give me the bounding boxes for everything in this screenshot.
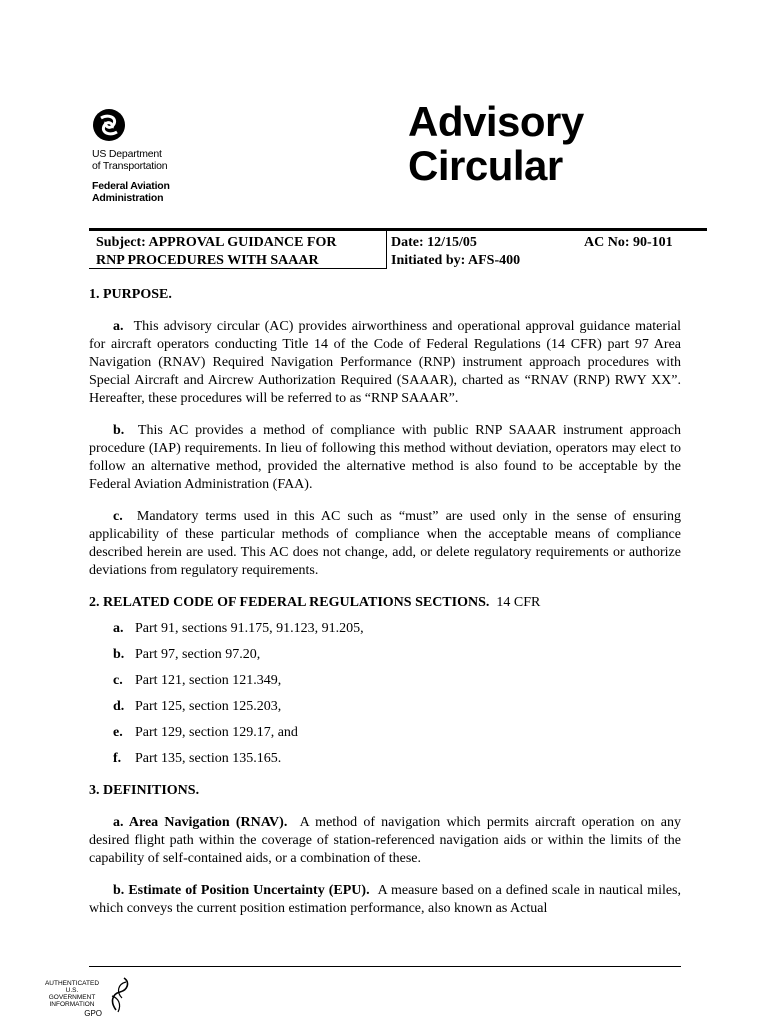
eagle-icon <box>104 976 132 1014</box>
list-item-text: Part 129, section 129.17, and <box>135 725 298 740</box>
document-body <box>89 286 681 932</box>
header-rule <box>89 228 707 231</box>
title-line1: Advisory <box>408 98 584 145</box>
section-definitions-heading: 3. DEFINITIONS. <box>89 783 200 798</box>
definition-term: b. Estimate of Position Uncertainty (EPU). <box>113 883 370 898</box>
cfr-heading-tail: 14 CFR <box>496 595 541 610</box>
para-label: a. <box>113 319 124 334</box>
initiated-line: Initiated by: AFS-400 <box>391 253 521 268</box>
header-divider <box>386 231 387 269</box>
dept-line2: of Transportation <box>92 160 168 172</box>
purpose-para-c <box>89 508 681 580</box>
list-item <box>113 620 681 638</box>
list-item <box>113 698 681 716</box>
list-item-label: b. <box>113 647 125 662</box>
date-block <box>391 234 581 270</box>
cfr-list <box>113 620 681 768</box>
gpo-seal-text <box>42 980 102 1017</box>
subject-underline <box>89 268 387 269</box>
purpose-para-b <box>89 422 681 494</box>
cfr-heading-text: 2. RELATED CODE OF FEDERAL REGULATIONS SECTIONS. <box>89 595 490 610</box>
ac-number: AC No: 90-101 <box>584 235 673 250</box>
list-item-text: Part 91, sections 91.175, 91.123, 91.205, <box>135 621 364 636</box>
gpo-line3: INFORMATION <box>49 1001 95 1008</box>
subject-block <box>96 234 386 270</box>
document-title <box>408 100 584 188</box>
definition-epu <box>89 882 681 918</box>
footer-rule <box>89 966 681 967</box>
section-cfr-heading <box>89 594 681 612</box>
list-item-text: Part 125, section 125.203, <box>135 699 282 714</box>
faa-line2: Administration <box>92 192 164 204</box>
gpo-mark: GPO <box>84 1009 102 1018</box>
definition-text: A method of navigation which permits aircraft operation on any desired flight path within the coverage of station-referenced navigation aids or within the limits of the capability of self-contained aids, or a combination of these. <box>89 815 681 866</box>
list-item-text: Part 97, section 97.20, <box>135 647 261 662</box>
subject-line1: Subject: APPROVAL GUIDANCE FOR <box>96 235 337 250</box>
gpo-seal <box>42 976 134 1016</box>
para-text: Mandatory terms used in this AC such as “must” are used only in the sense of ensuring applicability of these particular methods of compliance when the acceptable means of compliance described herein are used. This AC does not change, add, or delete regulatory requirements or authorize deviations from regulatory requirements. <box>89 509 681 578</box>
list-item <box>113 724 681 742</box>
list-item-text: Part 135, section 135.165. <box>135 751 282 766</box>
list-item-label: e. <box>113 725 123 740</box>
list-item-label: d. <box>113 699 125 714</box>
list-item <box>113 646 681 664</box>
definition-term: a. Area Navigation (RNAV). <box>113 815 288 830</box>
list-item-text: Part 121, section 121.349, <box>135 673 282 688</box>
title-line2: Circular <box>408 142 563 189</box>
agency-name <box>92 148 202 204</box>
definition-rnav <box>89 814 681 868</box>
faa-line1: Federal Aviation <box>92 180 170 192</box>
list-item-label: f. <box>113 751 122 766</box>
gpo-line1: AUTHENTICATED <box>44 980 100 987</box>
dot-logo-block <box>92 108 202 204</box>
subject-line2: RNP PROCEDURES WITH SAAAR <box>96 253 319 268</box>
date-line: Date: 12/15/05 <box>391 235 477 250</box>
purpose-para-a <box>89 318 681 408</box>
dept-line1: US Department <box>92 148 162 160</box>
list-item-label: a. <box>113 621 124 636</box>
para-text: This AC provides a method of compliance with public RNP SAAAR instrument approach procedure (IAP) requirements. In lieu of following this method without deviation, operators may elect to follow an alternative method, provided the alternative method is also found to be acceptable by the Federal Aviation Administration (FAA). <box>89 423 682 492</box>
gpo-line2: U.S. GOVERNMENT <box>48 987 96 1001</box>
definition-text: A measure based on a defined scale in nautical miles, which conveys the current position estimation performance, also known as Actual <box>89 883 682 916</box>
list-item <box>113 672 681 690</box>
para-label: c. <box>113 509 123 524</box>
section-purpose-heading: 1. PURPOSE. <box>89 287 172 302</box>
list-item <box>113 750 681 768</box>
dot-logo-icon <box>92 108 126 142</box>
list-item-label: c. <box>113 673 123 688</box>
para-label: b. <box>113 423 125 438</box>
para-text: This advisory circular (AC) provides airworthiness and operational approval guidance material for aircraft operators conducting Title 14 of the Code of Federal Regulations (14 CFR) part 97 Area Navigation (RNAV) Required Navigation Performance (RNP) instrument approach procedures with Special Aircraft and Aircrew Authorization Required (SAAAR), charted as “RNAV (RNP) RWY XX”. Hereafter, these procedures will be referred to as “RNP SAAAR”. <box>89 319 682 406</box>
